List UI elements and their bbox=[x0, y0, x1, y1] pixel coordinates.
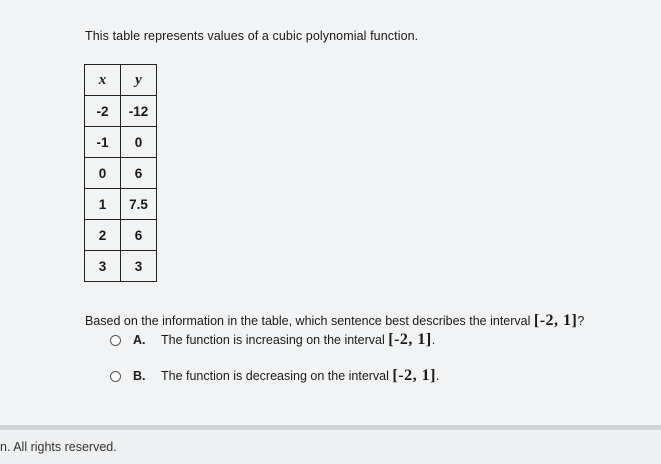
option-b-letter: B. bbox=[133, 369, 146, 383]
question-mark: ? bbox=[577, 314, 585, 328]
cell-y: 6 bbox=[121, 158, 157, 189]
option-a-letter: A. bbox=[133, 333, 146, 347]
cell-x: 1 bbox=[85, 189, 121, 220]
radio-b[interactable] bbox=[110, 371, 121, 382]
intro-text: This table represents values of a cubic polynomial function. bbox=[85, 29, 419, 43]
cell-y: 3 bbox=[121, 251, 157, 282]
header-y: y bbox=[121, 65, 157, 96]
table-row bbox=[85, 127, 157, 158]
cell-x: 0 bbox=[85, 158, 121, 189]
cell-y: 0 bbox=[121, 127, 157, 158]
cell-x: 2 bbox=[85, 220, 121, 251]
question-interval: [-2, 1] bbox=[533, 312, 578, 329]
option-b-interval: [-2, 1] bbox=[392, 367, 436, 384]
table-row bbox=[85, 189, 157, 220]
question-body: Based on the information in the table, which sentence best describes the interval bbox=[85, 314, 531, 328]
option-a-interval: [-2, 1] bbox=[388, 331, 432, 348]
option-a-end: . bbox=[431, 333, 436, 347]
table-row bbox=[85, 96, 157, 127]
footer-divider bbox=[0, 425, 661, 430]
header-x: x bbox=[85, 65, 121, 96]
cell-y: -12 bbox=[121, 96, 157, 127]
cell-x: -2 bbox=[85, 96, 121, 127]
cell-x: -1 bbox=[85, 127, 121, 158]
table-row bbox=[85, 251, 157, 282]
question-text bbox=[85, 312, 584, 330]
option-b[interactable] bbox=[110, 367, 439, 385]
table-row bbox=[85, 158, 157, 189]
option-a[interactable] bbox=[110, 331, 435, 349]
copyright-footer: n. All rights reserved. bbox=[0, 440, 117, 454]
values-table bbox=[84, 64, 157, 282]
option-b-text: The function is decreasing on the interval bbox=[161, 369, 389, 383]
cell-y: 6 bbox=[121, 220, 157, 251]
table-header-row bbox=[85, 65, 157, 96]
radio-a[interactable] bbox=[110, 335, 121, 346]
option-a-text: The function is increasing on the interval bbox=[161, 333, 385, 347]
cell-x: 3 bbox=[85, 251, 121, 282]
option-b-end: . bbox=[435, 369, 440, 383]
cell-y: 7.5 bbox=[121, 189, 157, 220]
table-row bbox=[85, 220, 157, 251]
